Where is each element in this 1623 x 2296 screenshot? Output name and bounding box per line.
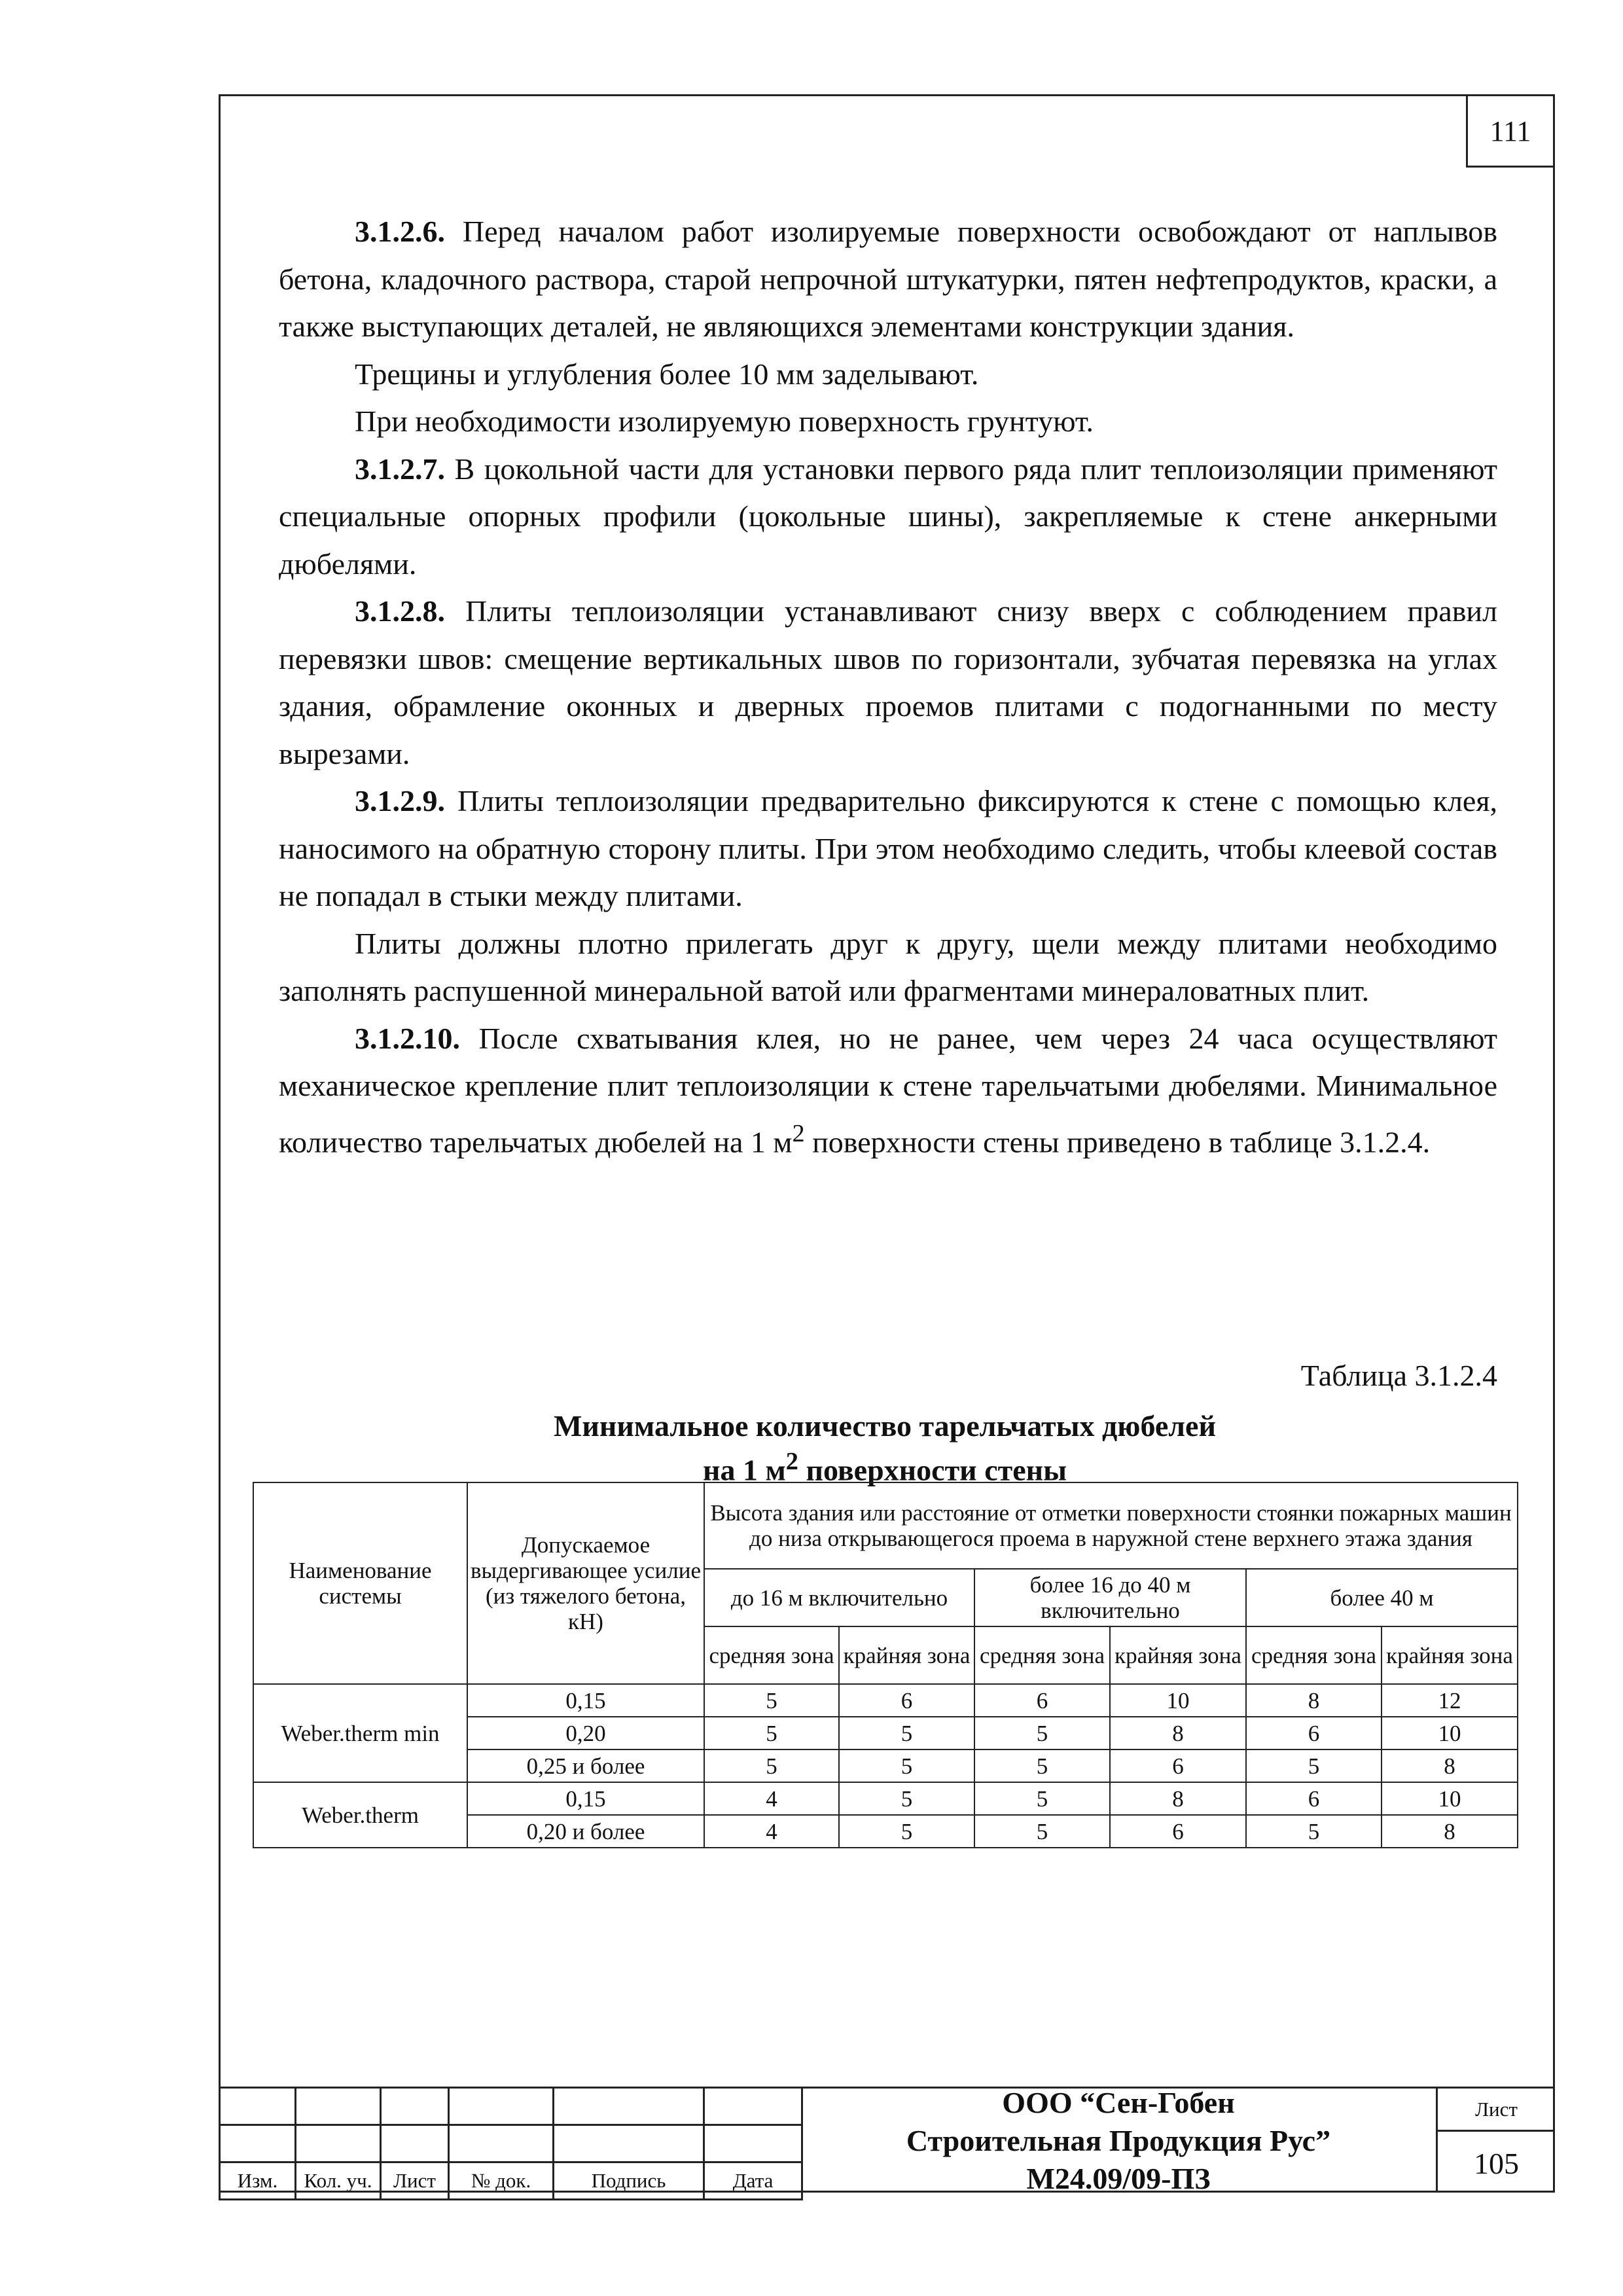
paragraph-text: В цокольной части для установки первого ряда плит теплоизоляции применяют специальные опорных профили (цокольные шины), закрепляемые к стене анкерными дюбелями. — [279, 452, 1497, 581]
value-cell: 8 — [1382, 1749, 1518, 1782]
value-cell: 4 — [704, 1815, 839, 1848]
value-cell: 5 — [839, 1717, 974, 1749]
superscript: 2 — [785, 1448, 798, 1475]
value-cell: 6 — [1110, 1749, 1246, 1782]
organization-name — [801, 2087, 1436, 2193]
value-cell: 5 — [974, 1717, 1110, 1749]
paragraph-cracks — [279, 351, 1497, 399]
value-cell: 5 — [1246, 1815, 1382, 1848]
title-part: на 1 м — [702, 1453, 786, 1487]
header-zone: средняя зона — [974, 1626, 1110, 1684]
header-zone: средняя зона — [704, 1626, 839, 1684]
table-row — [253, 1684, 1518, 1717]
value-cell: 6 — [1246, 1782, 1382, 1815]
grid-cell — [704, 2088, 802, 2125]
force-cell: 0,15 — [467, 1782, 704, 1815]
paragraph-text: После схватывания клея, но не ранее, чем через 24 часа осуществляют механическое крепление плит теплоизоляции к стене тарельчатыми дюбелями. Минимальное количество тарельчатых дюбелей на 1 м — [279, 1021, 1497, 1158]
paragraph-text: При необходимости изолируемую поверхность грунтуют. — [355, 404, 1094, 438]
col-label-sheet: Лист — [381, 2162, 449, 2200]
header-range: более 40 м — [1246, 1569, 1518, 1626]
force-cell: 0,20 — [467, 1717, 704, 1749]
value-cell: 6 — [1110, 1815, 1246, 1848]
clause-number: 3.1.2.6. — [355, 215, 445, 248]
dowel-table — [253, 1482, 1518, 1848]
sheet-box — [1436, 2087, 1555, 2193]
value-cell: 5 — [839, 1815, 974, 1848]
value-cell: 8 — [1110, 1782, 1246, 1815]
value-cell: 5 — [1246, 1749, 1382, 1782]
value-cell: 5 — [974, 1749, 1110, 1782]
grid-cell — [381, 2125, 449, 2162]
value-cell: 10 — [1382, 1782, 1518, 1815]
document-code: М24.09/09-ПЗ — [1026, 2161, 1211, 2195]
title-part: поверхности стены — [798, 1453, 1067, 1487]
value-cell: 5 — [839, 1749, 974, 1782]
header-range: до 16 м включительно — [704, 1569, 974, 1626]
paragraph-3-1-2-7 — [279, 446, 1497, 588]
grid-cell — [220, 2125, 296, 2162]
paragraph-text: Трещины и углубления более 10 мм заделывают. — [355, 357, 979, 391]
col-label-change: Изм. — [220, 2162, 296, 2200]
value-cell: 6 — [839, 1684, 974, 1717]
paragraph-text: Плиты теплоизоляции устанавливают снизу вверх с соблюдением правил перевязки швов: смещение вертикальных швов по горизонтали, зубчатая перевязка на углах здания, обрамление оконных и дверных проемов плитами с подогнанными по месту вырезами. — [279, 594, 1497, 770]
grid-cell — [449, 2125, 554, 2162]
clause-number: 3.1.2.7. — [355, 452, 445, 486]
header-force: Допускаемое выдергивающее усилие (из тяжелого бетона, кН) — [467, 1482, 704, 1684]
paragraph-3-1-2-9 — [279, 778, 1497, 920]
header-zone: крайняя зона — [839, 1626, 974, 1684]
header-zone: крайняя зона — [1110, 1626, 1246, 1684]
value-cell: 5 — [704, 1684, 839, 1717]
value-cell: 6 — [974, 1684, 1110, 1717]
clause-number: 3.1.2.8. — [355, 594, 445, 628]
grid-cell — [296, 2125, 381, 2162]
grid-cell — [554, 2125, 704, 2162]
table-title — [253, 1408, 1517, 1488]
body-text — [279, 208, 1497, 1166]
value-cell: 10 — [1110, 1684, 1246, 1717]
value-cell: 8 — [1382, 1815, 1518, 1848]
col-label-signature: Подпись — [554, 2162, 704, 2200]
header-system: Наименование системы — [253, 1482, 467, 1684]
header-height: Высота здания или расстояние от отметки поверхности стоянки пожарных машин до низа открывающегося проема в наружной стене верхнего этажа здания — [704, 1482, 1518, 1569]
revision-grid — [219, 2087, 803, 2200]
grid-cell — [704, 2125, 802, 2162]
paragraph-3-1-2-6 — [279, 208, 1497, 351]
value-cell: 8 — [1110, 1717, 1246, 1749]
grid-cell — [449, 2088, 554, 2125]
paragraph-3-1-2-8 — [279, 588, 1497, 778]
sheet-number: 105 — [1474, 2146, 1519, 2180]
value-cell: 5 — [839, 1782, 974, 1815]
force-cell: 0,15 — [467, 1684, 704, 1717]
force-cell: 0,20 и более — [467, 1815, 704, 1848]
col-label-count: Кол. уч. — [296, 2162, 381, 2200]
paragraph-joints — [279, 920, 1497, 1015]
sheet-label: Лист — [1438, 2089, 1555, 2132]
header-range: более 16 до 40 м включительно — [974, 1569, 1246, 1626]
paragraph-text: Перед началом работ изолируемые поверхности освобождают от наплывов бетона, кладочного раствора, старой непрочной штукатурки, пятен нефтепродуктов, краски, а также выступающих деталей, не являющихся элементами конструкции здания. — [279, 215, 1497, 343]
page-number: 111 — [1466, 94, 1555, 168]
value-cell: 5 — [704, 1717, 839, 1749]
col-label-date: Дата — [704, 2162, 802, 2200]
grid-cell — [554, 2088, 704, 2125]
grid-cell — [296, 2088, 381, 2125]
clause-number: 3.1.2.9. — [355, 784, 445, 817]
value-cell: 5 — [974, 1815, 1110, 1848]
paragraph-text: Плиты должны плотно прилегать друг к другу, щели между плитами необходимо заполнять распушенной минеральной ватой или фрагментами минераловатных плит. — [279, 926, 1497, 1007]
table-caption: Таблица 3.1.2.4 — [1300, 1359, 1497, 1392]
grid-cell — [220, 2088, 296, 2125]
value-cell: 4 — [704, 1782, 839, 1815]
header-zone: средняя зона — [1246, 1626, 1382, 1684]
value-cell: 8 — [1246, 1684, 1382, 1717]
paragraph-text: Плиты теплоизоляции предварительно фиксируются к стене с помощью клея, наносимого на обратную сторону плиты. При этом необходимо следить, чтобы клеевой состав не попадал в стыки между плитами. — [279, 784, 1497, 912]
system-name: Weber.therm min — [253, 1684, 467, 1782]
clause-number: 3.1.2.10. — [355, 1021, 460, 1055]
value-cell: 6 — [1246, 1717, 1382, 1749]
value-cell: 5 — [974, 1782, 1110, 1815]
superscript: 2 — [792, 1119, 805, 1147]
header-zone: крайняя зона — [1382, 1626, 1518, 1684]
org-line: ООО “Сен-Гобен — [1002, 2085, 1235, 2119]
force-cell: 0,25 и более — [467, 1749, 704, 1782]
table-title-line1: Минимальное количество тарельчатых дюбелей — [554, 1409, 1216, 1443]
value-cell: 12 — [1382, 1684, 1518, 1717]
paragraph-3-1-2-10 — [279, 1015, 1497, 1166]
org-line: Строительная Продукция Рус” — [906, 2123, 1331, 2157]
paragraph-primer — [279, 398, 1497, 446]
value-cell: 10 — [1382, 1717, 1518, 1749]
grid-cell — [381, 2088, 449, 2125]
title-block — [219, 2087, 1555, 2193]
col-label-doc: № док. — [449, 2162, 554, 2200]
system-name: Weber.therm — [253, 1782, 467, 1848]
paragraph-text: поверхности стены приведено в таблице 3.1.2.4. — [804, 1124, 1431, 1158]
table-row — [253, 1782, 1518, 1815]
value-cell: 5 — [704, 1749, 839, 1782]
